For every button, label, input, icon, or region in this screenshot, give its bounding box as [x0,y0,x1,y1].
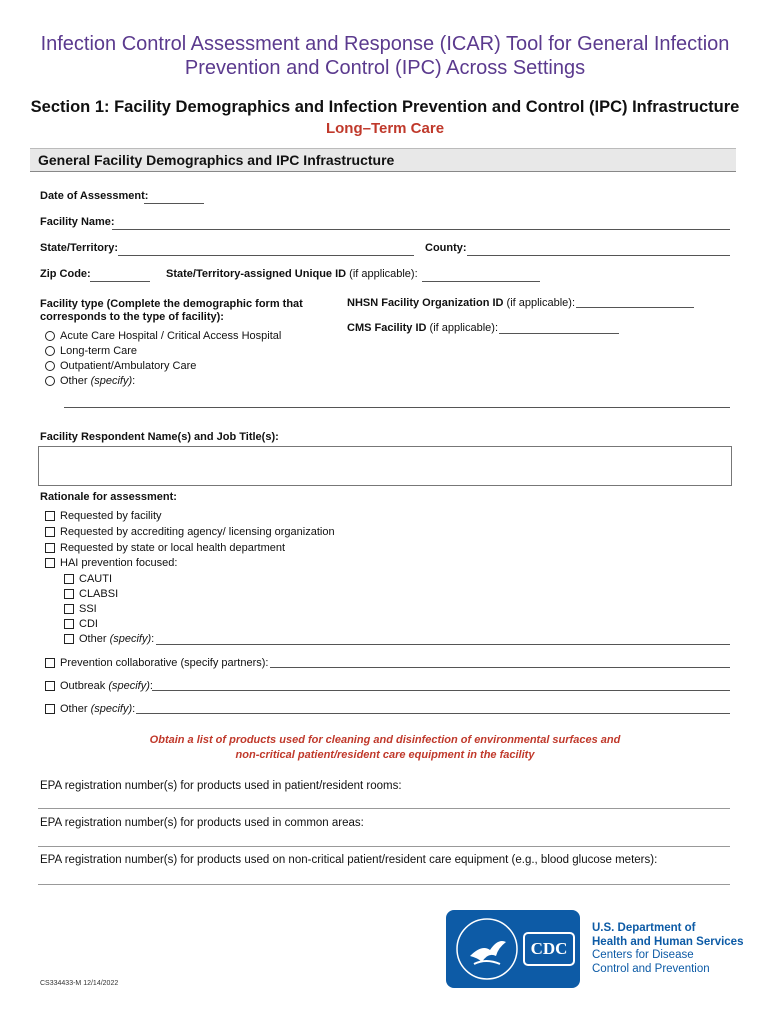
cdc-line-2: Control and Prevention [592,962,710,975]
nhsn-label: NHSN Facility Organization ID (if applicable): [347,297,576,309]
rationale-other[interactable] [45,703,135,715]
rationale-health-dept[interactable] [45,542,285,554]
form-code: CS334433-M 12/14/2022 [40,980,119,987]
products-note-line-1: Obtain a list of products used for cleaning and disinfection of environmental surfaces and [149,734,621,746]
cms-label: CMS Facility ID (if applicable): [347,322,499,334]
rationale-accrediting[interactable] [45,526,335,538]
option-label: CLABSI [79,588,119,600]
date-field[interactable] [144,203,204,204]
option-label: Acute Care Hospital / Critical Access Hospital [60,330,282,342]
checkbox[interactable] [45,681,55,691]
option-label: HAI prevention focused: [60,557,178,569]
option-label: Long-term Care [60,345,138,357]
epa-common-label: EPA registration number(s) for products used in common areas: [40,817,364,829]
respondent-label: Facility Respondent Name(s) and Job Title(s): [40,431,279,443]
zip-label: Zip Code: [40,268,91,280]
option-label: Other (specify): [79,633,155,645]
checkbox[interactable] [64,574,74,584]
unique-id-suffix: (if applicable): [349,268,418,280]
unique-id-label [166,268,418,280]
option-label: SSI [79,603,97,615]
hhs-cdc-logo [446,910,580,988]
products-note-line-2: non-critical patient/resident care equipment in the facility [235,749,535,761]
zip-field[interactable] [90,281,150,282]
option-label: CAUTI [79,573,112,585]
checkbox[interactable] [64,589,74,599]
cms-field[interactable] [499,333,619,334]
epa-rooms-field[interactable] [38,808,730,809]
prevention-collab-field[interactable] [270,667,730,668]
respondent-textbox[interactable] [38,446,732,486]
agency-name [592,922,743,976]
dept-line-1: U.S. Department of [592,922,696,934]
rationale-hai[interactable] [45,557,177,569]
option-label: Requested by facility [60,510,162,522]
hai-other-field[interactable] [156,644,730,645]
checkbox[interactable] [45,527,55,537]
cdc-line-1: Centers for Disease [592,949,694,961]
county-field[interactable] [467,255,730,256]
section-title: Section 1: Facility Demographics and Infection Prevention and Control (IPC) Infrastructure [30,98,740,116]
unique-id-field[interactable] [422,281,540,282]
cdc-wordmark: CDC [523,932,575,966]
epa-equipment-field[interactable] [38,884,730,885]
nhsn-field[interactable] [576,307,694,308]
radio-button[interactable] [45,346,55,356]
option-label: Requested by state or local health department [60,542,286,554]
rationale-outbreak[interactable] [45,680,153,692]
option-label: Outbreak (specify): [60,680,153,692]
section-band-title: General Facility Demographics and IPC Infrastructure [38,152,395,168]
checkbox[interactable] [45,658,55,668]
section-band [30,148,736,172]
radio-button[interactable] [45,361,55,371]
checkbox[interactable] [64,619,74,629]
radio-button[interactable] [45,331,55,341]
document-title [0,32,770,80]
hai-other[interactable] [64,633,154,645]
checkbox[interactable] [45,511,55,521]
hai-clabsi[interactable] [64,588,118,600]
hai-cdi[interactable] [64,618,98,630]
hai-cauti[interactable] [64,573,112,585]
facility-type-label [40,298,303,324]
facility-type-other[interactable] [45,375,135,387]
state-field[interactable] [118,255,414,256]
rationale-prevention-collab[interactable] [45,657,268,669]
option-label: Outpatient/Ambulatory Care [60,360,197,372]
checkbox[interactable] [64,634,74,644]
dept-line-2: Health and Human Services [592,935,744,948]
rationale-facility[interactable] [45,510,162,522]
hai-ssi[interactable] [64,603,97,615]
facility-type-other-field[interactable] [64,407,730,408]
facility-type-ltc[interactable] [45,345,137,357]
epa-equipment-label: EPA registration number(s) for products used on non-critical patient/resident care equipment (e.g., blood glucose meters): [40,854,658,866]
county-label: County: [425,242,467,254]
checkbox[interactable] [45,704,55,714]
checkbox[interactable] [45,558,55,568]
title-line-2: Prevention and Control (IPC) Across Settings [184,57,586,79]
radio-button[interactable] [45,376,55,386]
facility-name-label: Facility Name: [40,216,115,228]
option-label: Prevention collaborative (specify partners): [60,657,269,669]
option-label: Other (specify): [60,375,136,387]
option-label: Other (specify): [60,703,136,715]
rationale-label: Rationale for assessment: [40,491,177,503]
outbreak-field[interactable] [152,690,730,691]
facility-type-outpatient[interactable] [45,360,196,372]
epa-rooms-label: EPA registration number(s) for products used in patient/resident rooms: [40,780,402,792]
rationale-other-field[interactable] [136,713,730,714]
state-label: State/Territory: [40,242,119,254]
option-label: Requested by accrediting agency/ licensing organization [60,526,335,538]
facility-name-field[interactable] [112,229,730,230]
unique-id-label-bold: State/Territory-assigned Unique ID [166,268,347,280]
facility-type-acute[interactable] [45,330,281,342]
epa-common-field[interactable] [38,846,730,847]
hhs-eagle-icon [452,914,522,984]
facility-type-label-2: corresponds to the type of facility): [40,311,224,323]
checkbox[interactable] [64,604,74,614]
facility-type-label-1: Facility type (Complete the demographic form that [40,298,303,310]
title-line-1: Infection Control Assessment and Response (ICAR) Tool for General Infection [40,33,730,55]
setting-subtitle: Long–Term Care [325,120,445,137]
date-label: Date of Assessment: [40,190,149,202]
products-note [0,733,770,763]
option-label: CDI [79,618,98,630]
checkbox[interactable] [45,543,55,553]
